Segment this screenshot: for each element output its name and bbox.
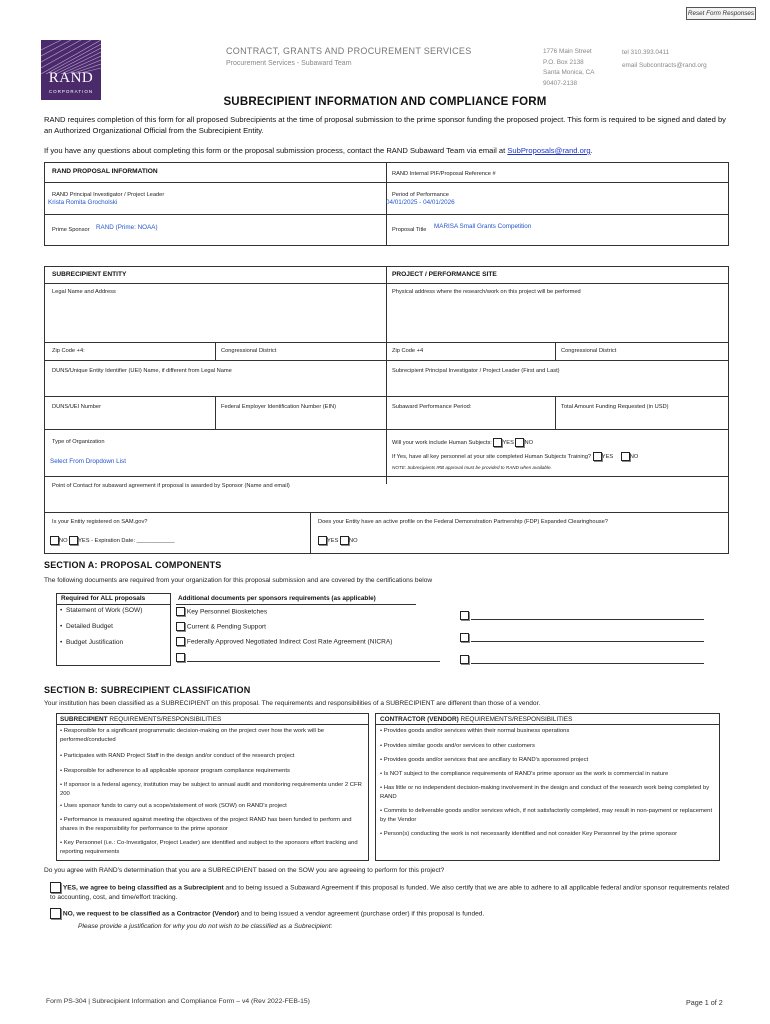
cong-district-label: Congressional District bbox=[221, 348, 277, 354]
footer-page-number: Page 1 of 2 bbox=[686, 998, 723, 1007]
sub-item-3: • Responsible for adherence to all applicable sponsor program compliance requirements bbox=[60, 768, 290, 774]
fdp-no-checkbox[interactable] bbox=[340, 536, 349, 545]
logo-wordmark: RAND bbox=[48, 70, 94, 86]
con-item-4: • Is NOT subject to the compliance requirements of RAND's prime sponsor as the work is commercial in nature bbox=[380, 771, 669, 777]
agree-option: YES, we agree to being classified as a Subrecipient and to being issued a Subaward Agreement if this proposal is funded. We also certify that we are able to adhere to all applicable federal and/or sponsor requirements related to accounting, cost, and time/effort tracking. bbox=[50, 882, 730, 903]
justification-prompt: Please provide a justification for why you do not wish to be classified as a Subrecipient: bbox=[78, 923, 333, 930]
req-item-sow: • Statement of Work (SOW) bbox=[60, 607, 143, 614]
other-doc-checkbox-4[interactable] bbox=[460, 655, 469, 664]
pi-label: RAND Principal Investigator / Project Leader bbox=[52, 192, 165, 198]
duns-name-label: DUNS/Unique Entity Identifier (UEI) Name, if different from Legal Name bbox=[52, 368, 232, 374]
header-contact bbox=[622, 47, 707, 72]
required-docs-heading: Required for ALL proposals bbox=[61, 595, 146, 602]
header-title: CONTRACT, GRANTS AND PROCUREMENT SERVICES bbox=[226, 46, 472, 56]
intro-text: RAND requires completion of this form for all proposed Subrecipients at the time of proposal submission to the prime sponsor funding the proposed project. This form is required to be signed and dated by an Authorized Organizational Official from the Subrecipient Entity. bbox=[44, 115, 726, 135]
sub-period-label: Subaward Performance Period: bbox=[392, 404, 472, 410]
add-item-biosketches: Key Personnel Biosketches bbox=[176, 607, 267, 616]
site-zip-label: Zip Code +4 bbox=[392, 348, 424, 354]
logo-subtext: CORPORATION bbox=[48, 89, 94, 94]
con-item-2: • Provides similar goods and/or services to other customers bbox=[380, 743, 535, 749]
req-item-budget: • Detailed Budget bbox=[60, 623, 113, 630]
sponsor-label: Prime Sponsor bbox=[52, 227, 90, 233]
period-field[interactable]: 04/01/2025 - 04/01/2026 bbox=[386, 199, 455, 206]
add-item-other-4 bbox=[460, 655, 704, 664]
sam-yes-checkbox[interactable] bbox=[69, 536, 78, 545]
con-item-6: • Commits to deliverable goods and/or services which, if not satisfactorily completed, may result in non-payment or replacement by the Vendor bbox=[380, 808, 713, 823]
duns-number-label: DUNS/UEI Number bbox=[52, 404, 101, 410]
form-title: SUBRECIPIENT INFORMATION AND COMPLIANCE FORM bbox=[223, 96, 547, 108]
total-funding-label: Total Amount Funding Requested (in USD) bbox=[561, 404, 669, 410]
site-cong-district-label: Congressional District bbox=[561, 348, 617, 354]
ein-label: Federal Employer Identification Number (EIN) bbox=[221, 404, 337, 410]
header-email: email Subcontracts@rand.org bbox=[622, 61, 707, 69]
other-doc-checkbox-3[interactable] bbox=[460, 633, 469, 642]
sam-options: NO YES - Expiration Date: ____________ bbox=[50, 536, 175, 545]
contractor-head: CONTRACTOR (VENDOR) REQUIREMENTS/RESPONSIBILITIES bbox=[380, 716, 573, 723]
contact-text: If you have any questions about completing this form or the proposal submission process, contact the RAND Subaward Team via email at SubProposals@rand.org. bbox=[44, 146, 593, 155]
section-a-intro: The following documents are required from your organization for this proposal submission and are covered by the certifications below bbox=[44, 577, 433, 584]
other-doc-field-1[interactable] bbox=[187, 654, 440, 662]
irb-note: NOTE: Subrecipients IRB approval must be provided to RAND when available. bbox=[392, 465, 552, 470]
subrecipient-head: SUBRECIPIENT REQUIREMENTS/RESPONSIBILITIES bbox=[60, 716, 222, 723]
org-type-dropdown[interactable]: Select From Dropdown List bbox=[50, 458, 126, 465]
period-label: Period of Performance bbox=[392, 192, 449, 198]
sub-item-5: • Uses sponsor funds to carry out a scope/statement of work (SOW) on RAND's project bbox=[60, 803, 287, 809]
add-item-pending: Current & Pending Support bbox=[176, 622, 266, 631]
add-item-other-3 bbox=[460, 633, 704, 642]
other-doc-field-2[interactable] bbox=[471, 612, 704, 620]
other-doc-field-4[interactable] bbox=[471, 656, 704, 664]
footer-form-id: Form PS-304 | Subrecipient Information and Compliance Form – v4 (Rev 2022-FEB-15) bbox=[46, 998, 310, 1005]
fdp-yes-checkbox[interactable] bbox=[318, 536, 327, 545]
legal-name-label: Legal Name and Address bbox=[52, 289, 116, 295]
other-doc-checkbox-2[interactable] bbox=[460, 611, 469, 620]
pi-field[interactable]: Krista Romita Grocholski bbox=[48, 199, 118, 206]
sub-item-6: • Performance is measured against meeting the objectives of the project RAND has been funded to perform and shares in the responsibility for performance to the prime sponsor bbox=[60, 817, 352, 832]
proposal-info-heading: RAND PROPOSAL INFORMATION bbox=[52, 168, 158, 175]
other-doc-field-3[interactable] bbox=[471, 634, 704, 642]
con-item-1: • Provides goods and/or services within their normal business operations bbox=[380, 728, 570, 734]
internal-ref-label: RAND Internal PIF/Proposal Reference # bbox=[392, 171, 496, 177]
entity-heading: SUBRECIPIENT ENTITY bbox=[52, 271, 127, 278]
header-address: 1776 Main Street P.O. Box 2138 Santa Monica, CA 90407-2138 bbox=[543, 48, 595, 87]
sam-question: Is your Entity registered on SAM.gov? bbox=[52, 519, 148, 525]
org-type-label: Type of Organization bbox=[52, 439, 105, 445]
training-no-checkbox[interactable] bbox=[621, 452, 630, 461]
nicra-checkbox[interactable] bbox=[176, 637, 185, 646]
human-subjects-question: Will your work include Human Subjects: YES NO bbox=[392, 440, 533, 446]
other-doc-checkbox-1[interactable] bbox=[176, 653, 185, 662]
section-a-title: SECTION A: PROPOSAL COMPONENTS bbox=[44, 560, 222, 570]
sub-item-1: • Responsible for a significant programmatic decision-making on the project over how the work will be performed/conducted bbox=[60, 728, 324, 743]
reset-form-button[interactable]: Reset Form Responses bbox=[686, 7, 756, 20]
additional-docs-heading: Additional documents per sponsors requirements (as applicable) bbox=[178, 595, 376, 602]
pending-support-checkbox[interactable] bbox=[176, 622, 185, 631]
title-label: Proposal Title bbox=[392, 227, 427, 233]
title-field[interactable]: MARISA Small Grants Competition bbox=[434, 223, 532, 230]
section-b-intro: Your institution has been classified as a SUBRECIPIENT on this proposal. The requirements and responsibilities of a SUBRECIPIENT are different than those of a vendor. bbox=[44, 700, 541, 707]
add-item-nicra: Federally Approved Negotiated Indirect Cost Rate Agreement (NICRA) bbox=[176, 637, 392, 646]
site-heading: PROJECT / PERFORMANCE SITE bbox=[392, 271, 497, 278]
rand-logo bbox=[41, 40, 101, 100]
con-item-3: • Provides goods and/or services that are ancillary to RAND's sponsored project bbox=[380, 757, 589, 763]
disagree-option: NO, we request to be classified as a Contractor (Vendor) and to being issued a vendor agreement (purchase order) if this proposal is funded. bbox=[50, 908, 730, 919]
physical-address-label: Physical address where the research/work on this project will be performed bbox=[392, 289, 581, 295]
disagree-checkbox[interactable] bbox=[50, 908, 61, 919]
sam-no-checkbox[interactable] bbox=[50, 536, 59, 545]
req-item-justification: • Budget Justification bbox=[60, 639, 124, 646]
sub-item-7: • Key Personnel (i.e.: Co-Investigator, Project Leader) are identified and subject to the sponsors effort tracking and reporting requirements bbox=[60, 840, 358, 855]
add-item-other-2 bbox=[460, 611, 704, 620]
fdp-options: YES NO bbox=[318, 536, 358, 545]
agree-checkbox[interactable] bbox=[50, 882, 61, 893]
biosketches-checkbox[interactable] bbox=[176, 607, 185, 616]
header-subtitle: Procurement Services - Subaward Team bbox=[226, 60, 352, 67]
zip-label: Zip Code +4: bbox=[52, 348, 85, 354]
justification-field[interactable] bbox=[78, 934, 718, 984]
sub-item-2: • Participates with RAND Project Staff in the design and/or conduct of the research project bbox=[60, 753, 295, 759]
human-training-question: If Yes, have all key personnel at your site completed Human Subjects Training? YES NO bbox=[392, 454, 639, 460]
sponsor-field[interactable]: RAND (Prime: NOAA) bbox=[96, 224, 158, 231]
logo-lines-graphic bbox=[41, 40, 101, 74]
con-item-7: • Person(s) conducting the work is not necessarily identified and not consider Key Personnel by the prime sponsor bbox=[380, 831, 678, 837]
poc-label: Point of Contact for subaward agreement if proposal is awarded by Sponsor (Name and email) bbox=[52, 483, 290, 489]
section-b-title: SECTION B: SUBRECIPIENT CLASSIFICATION bbox=[44, 685, 251, 695]
sub-item-4: • If sponsor is a federal agency, institution may be subject to annual audit and monitoring requirements under 2 CFR 200 bbox=[60, 782, 362, 797]
sub-pi-label: Subrecipient Principal Investigator / Project Leader (First and Last) bbox=[392, 368, 560, 374]
fdp-question: Does your Entity have an active profile on the Federal Demonstration Partnership (FDP) Expanded Clearinghouse? bbox=[318, 519, 608, 525]
header-tel: tel 310.393.0411 bbox=[622, 49, 670, 56]
add-item-other-1 bbox=[176, 653, 440, 662]
subproposals-email-link[interactable]: SubProposals@rand.org bbox=[507, 146, 591, 155]
con-item-5: • Has little or no independent decision-making involvement in the design and conduct of the research work being completed by RAND bbox=[380, 785, 710, 800]
classification-question: Do you agree with RAND's determination that you are a SUBRECIPIENT based on the SOW you are agreeing to perform for this project? bbox=[44, 867, 445, 874]
training-yes-checkbox[interactable] bbox=[593, 452, 602, 461]
